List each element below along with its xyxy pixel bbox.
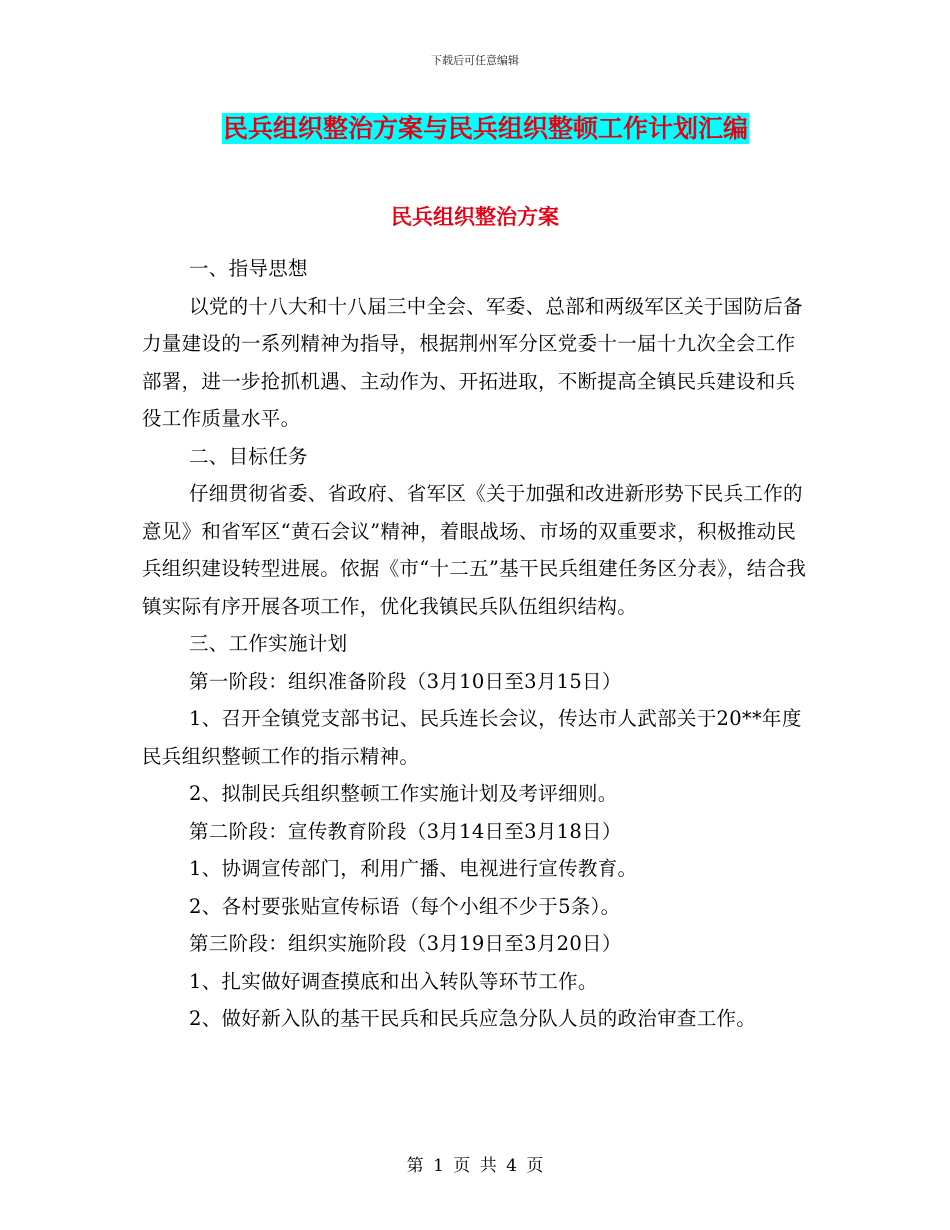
stage-two-item-2: 2、各村要张贴宣传标语（每个小组不少于5条）。 (189, 894, 621, 918)
stage-three-heading: 第三阶段：组织实施阶段（3月19日至3月20日） (189, 932, 622, 955)
document-body (142, 250, 808, 1038)
page-footer: 第 1 页 共 4 页 (406, 1156, 544, 1176)
stage-one-item-2: 2、拟制民兵组织整顿工作实施计划及考评细则。 (189, 782, 618, 805)
heading-guiding-thought: 一、指导思想 (189, 257, 308, 280)
heading-goals: 二、目标任务 (189, 444, 308, 468)
stage-three-item-1: 1、扎实做好调查摸底和出入转队等环节工作。 (189, 969, 598, 993)
section-title: 民兵组织整治方案 (391, 205, 559, 229)
paragraph-guiding-thought: 以党的十八大和十八届三中全会、军委、总部和两级军区关于国防后备力量建设的一系列精神为指导，根据荆州军分区党委十一届十九次全会工作部署，进一步抢抓机遇、主动作为、开拓进取，不断提高全镇民兵建设和兵役工作质量水平。 (142, 294, 803, 430)
header-note: 下载后可任意编辑 (431, 54, 519, 67)
paragraph-goals: 仔细贯彻省委、省政府、省军区《关于加强和改进新形势下民兵工作的意见》和省军区“黄石会议”精神，着眼战场、市场的双重要求，积极推动民兵组织建设转型进展。依据《市“十二五”基干民兵组建任务区分表》，结合我镇实际有序开展各项工作，优化我镇民兵队伍组织结构。 (142, 482, 807, 618)
stage-three-item-2: 2、做好新入队的基干民兵和民兵应急分队人员的政治审查工作。 (189, 1007, 757, 1030)
document-title: 民兵组织整治方案与民兵组织整顿工作计划汇编 (223, 114, 749, 143)
stage-one-heading: 第一阶段：组织准备阶段（3月10日至3月15日） (189, 669, 622, 693)
stage-one-item-1: 1、召开全镇党支部书记、民兵连长会议，传达市人武部关于20**年度民兵组织整顿工作的指示精神。 (142, 707, 802, 768)
stage-two-heading: 第二阶段：宣传教育阶段（3月14日至3月18日） (189, 819, 622, 843)
heading-implementation-plan: 三、工作实施计划 (189, 632, 348, 655)
stage-two-item-1: 1、协调宣传部门，利用广播、电视进行宣传教育。 (189, 857, 638, 880)
